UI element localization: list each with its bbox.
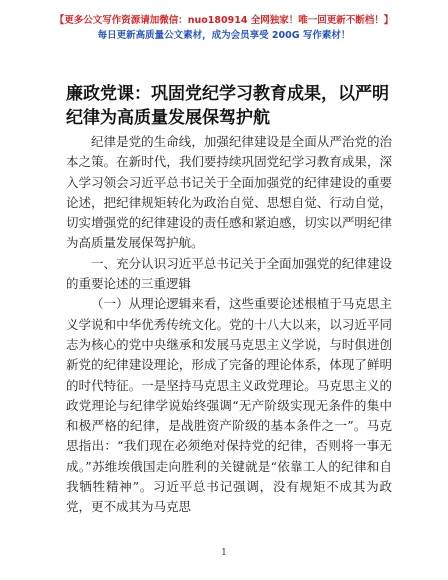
promo-membership-line: 每日更新高质量公文素材，成为会员享受 200G 写作素材！ bbox=[97, 30, 351, 41]
document-title: 廉政党课：巩固党纪学习教育成果，以严明纪律为高质量发展保驾护航 bbox=[66, 84, 389, 128]
section-heading-1: 一、充分认识习近平总书记关于全面加强党的纪律建设的重要论述的三重逻辑 bbox=[66, 255, 392, 292]
document-body bbox=[66, 132, 392, 518]
intro-paragraph: 纪律是党的生命线，加强纪律建设是全面从严治党的治本之策。在新时代，我们要持续巩固党纪学习教育成果，深入学习领会习近平总书记关于全面加强党的纪律建设的重要论述，把纪律规矩转化为政治自觉、思想自觉、行动自觉，切实增强党的纪律建设的责任感和紧迫感，切实以严明纪律为高质量发展保驾护航。 bbox=[66, 134, 392, 251]
promo-banner bbox=[0, 14, 448, 42]
subsection-paragraph-1: （一）从理论逻辑来看，这些重要论述根植于马克思主义学说和中华优秀传统文化。党的十八大以来，以习近平同志为核心的党中央继承和发展马克思主义学说，与时俱进创新党的纪律建设理论，形成了完备的理论体系，体现了鲜明的时代特征。一是坚持马克思主义政党理论。马克思主义的政党理论与纪律学说始终强调“无产阶级实现无条件的集中和极严格的纪律，是战胜资产阶级的基本条件之一”。马克思指出：“我们现在必须绝对保持党的纪律，否则将一事无成。”苏维埃俄国走向胜利的关键就是“依靠工人的纪律和自我牺牲精神”。习近平总书记强调，没有规矩不成其为政党，更不成其为马克思 bbox=[66, 296, 392, 515]
page-number: 1 bbox=[221, 548, 227, 558]
promo-wechat-line: 【更多公文写作资源请加微信：nuo180914 全网独家！唯一回更新不断档！】 bbox=[54, 15, 394, 26]
